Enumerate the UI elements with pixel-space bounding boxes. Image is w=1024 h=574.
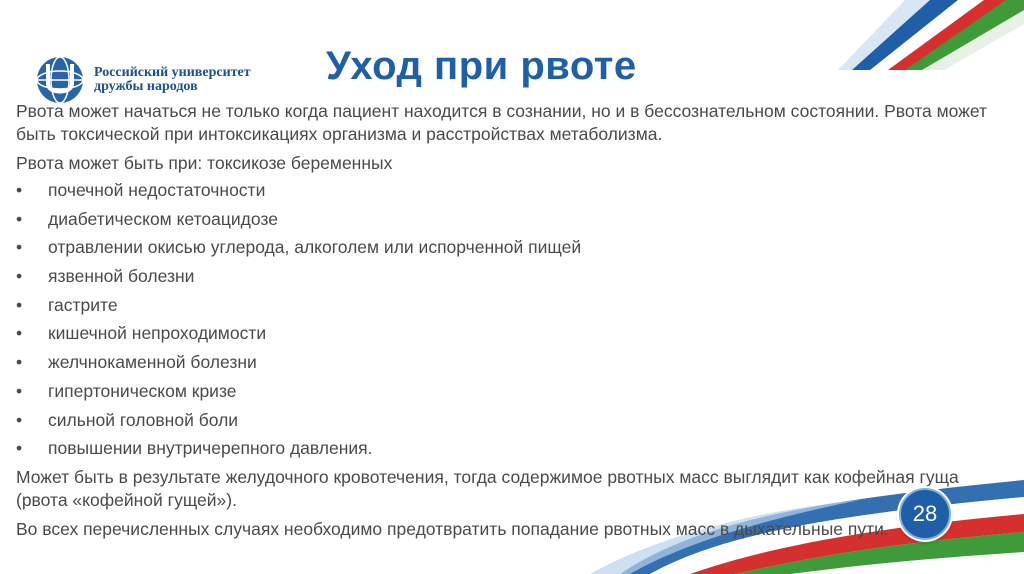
slide-content [16, 100, 1006, 547]
list-item-text: сильной головной боли [48, 409, 239, 430]
list-item [16, 208, 1006, 231]
list-item [16, 380, 1006, 403]
list-item-text: отравлении окисью углерода, алкоголем или испорченной пищей [48, 237, 582, 258]
list-item-text: желчнокаменной болезни [48, 352, 257, 373]
list-item [16, 179, 1006, 202]
globe-emblem-icon [34, 54, 86, 106]
list-item [16, 265, 1006, 288]
bullet-marker: • [16, 180, 23, 200]
flag-stripes-top [838, 0, 1024, 70]
list-item-text: гастрите [48, 294, 118, 315]
list-item-text: гипертоническом кризе [48, 380, 237, 401]
intro-paragraph: Рвота может начаться не только когда пациент находится в сознании, но и в бессознательном состоянии. Рвота может быть токсической при интоксикациях организма и расстройствах метаболизма. [16, 101, 988, 144]
bullet-marker: • [16, 208, 23, 229]
list-item [16, 351, 1006, 374]
list-item-text: диабетическом кетоацидозе [48, 208, 278, 229]
bullet-marker: • [16, 266, 23, 287]
bleeding-note-paragraph: Может быть в результате желудочного кровотечения, тогда содержимое рвотных масс выглядит как кофейная гуща (рвота «кофейной гущей»). [16, 466, 959, 510]
list-item [16, 236, 1006, 259]
list-item [16, 322, 1006, 345]
list-item-text: почечной недостаточности [48, 180, 266, 200]
bullet-marker: • [16, 409, 23, 430]
logo-line-1: Российский университет [94, 65, 251, 80]
logo-text [94, 66, 251, 94]
bullet-marker: • [16, 294, 23, 315]
list-item-text: кишечной непроходимости [48, 323, 267, 344]
bullet-marker: • [16, 352, 23, 373]
list-item-text: язвенной болезни [48, 266, 195, 287]
list-item [16, 294, 1006, 317]
list-item [16, 409, 1006, 432]
airway-note-paragraph: Во всех перечисленных случаях необходимо предотвратить попадание рвотных масс в дыхательные пути. [16, 518, 889, 539]
list-item [16, 437, 1006, 460]
bullet-marker: • [16, 438, 23, 459]
university-logo [34, 54, 251, 106]
conditions-list [16, 179, 1006, 460]
bullet-marker: • [16, 323, 23, 344]
page-number-badge: 28 [899, 488, 951, 540]
lead-paragraph: Рвота может быть при: токсикозе беременных [16, 153, 393, 173]
bullet-marker: • [16, 380, 23, 401]
logo-line-2: дружбы народов [94, 79, 198, 94]
slide-title: Уход при рвоте [326, 44, 637, 88]
list-item-text: повышении внутричерепного давления. [48, 438, 373, 459]
bullet-marker: • [16, 237, 23, 258]
